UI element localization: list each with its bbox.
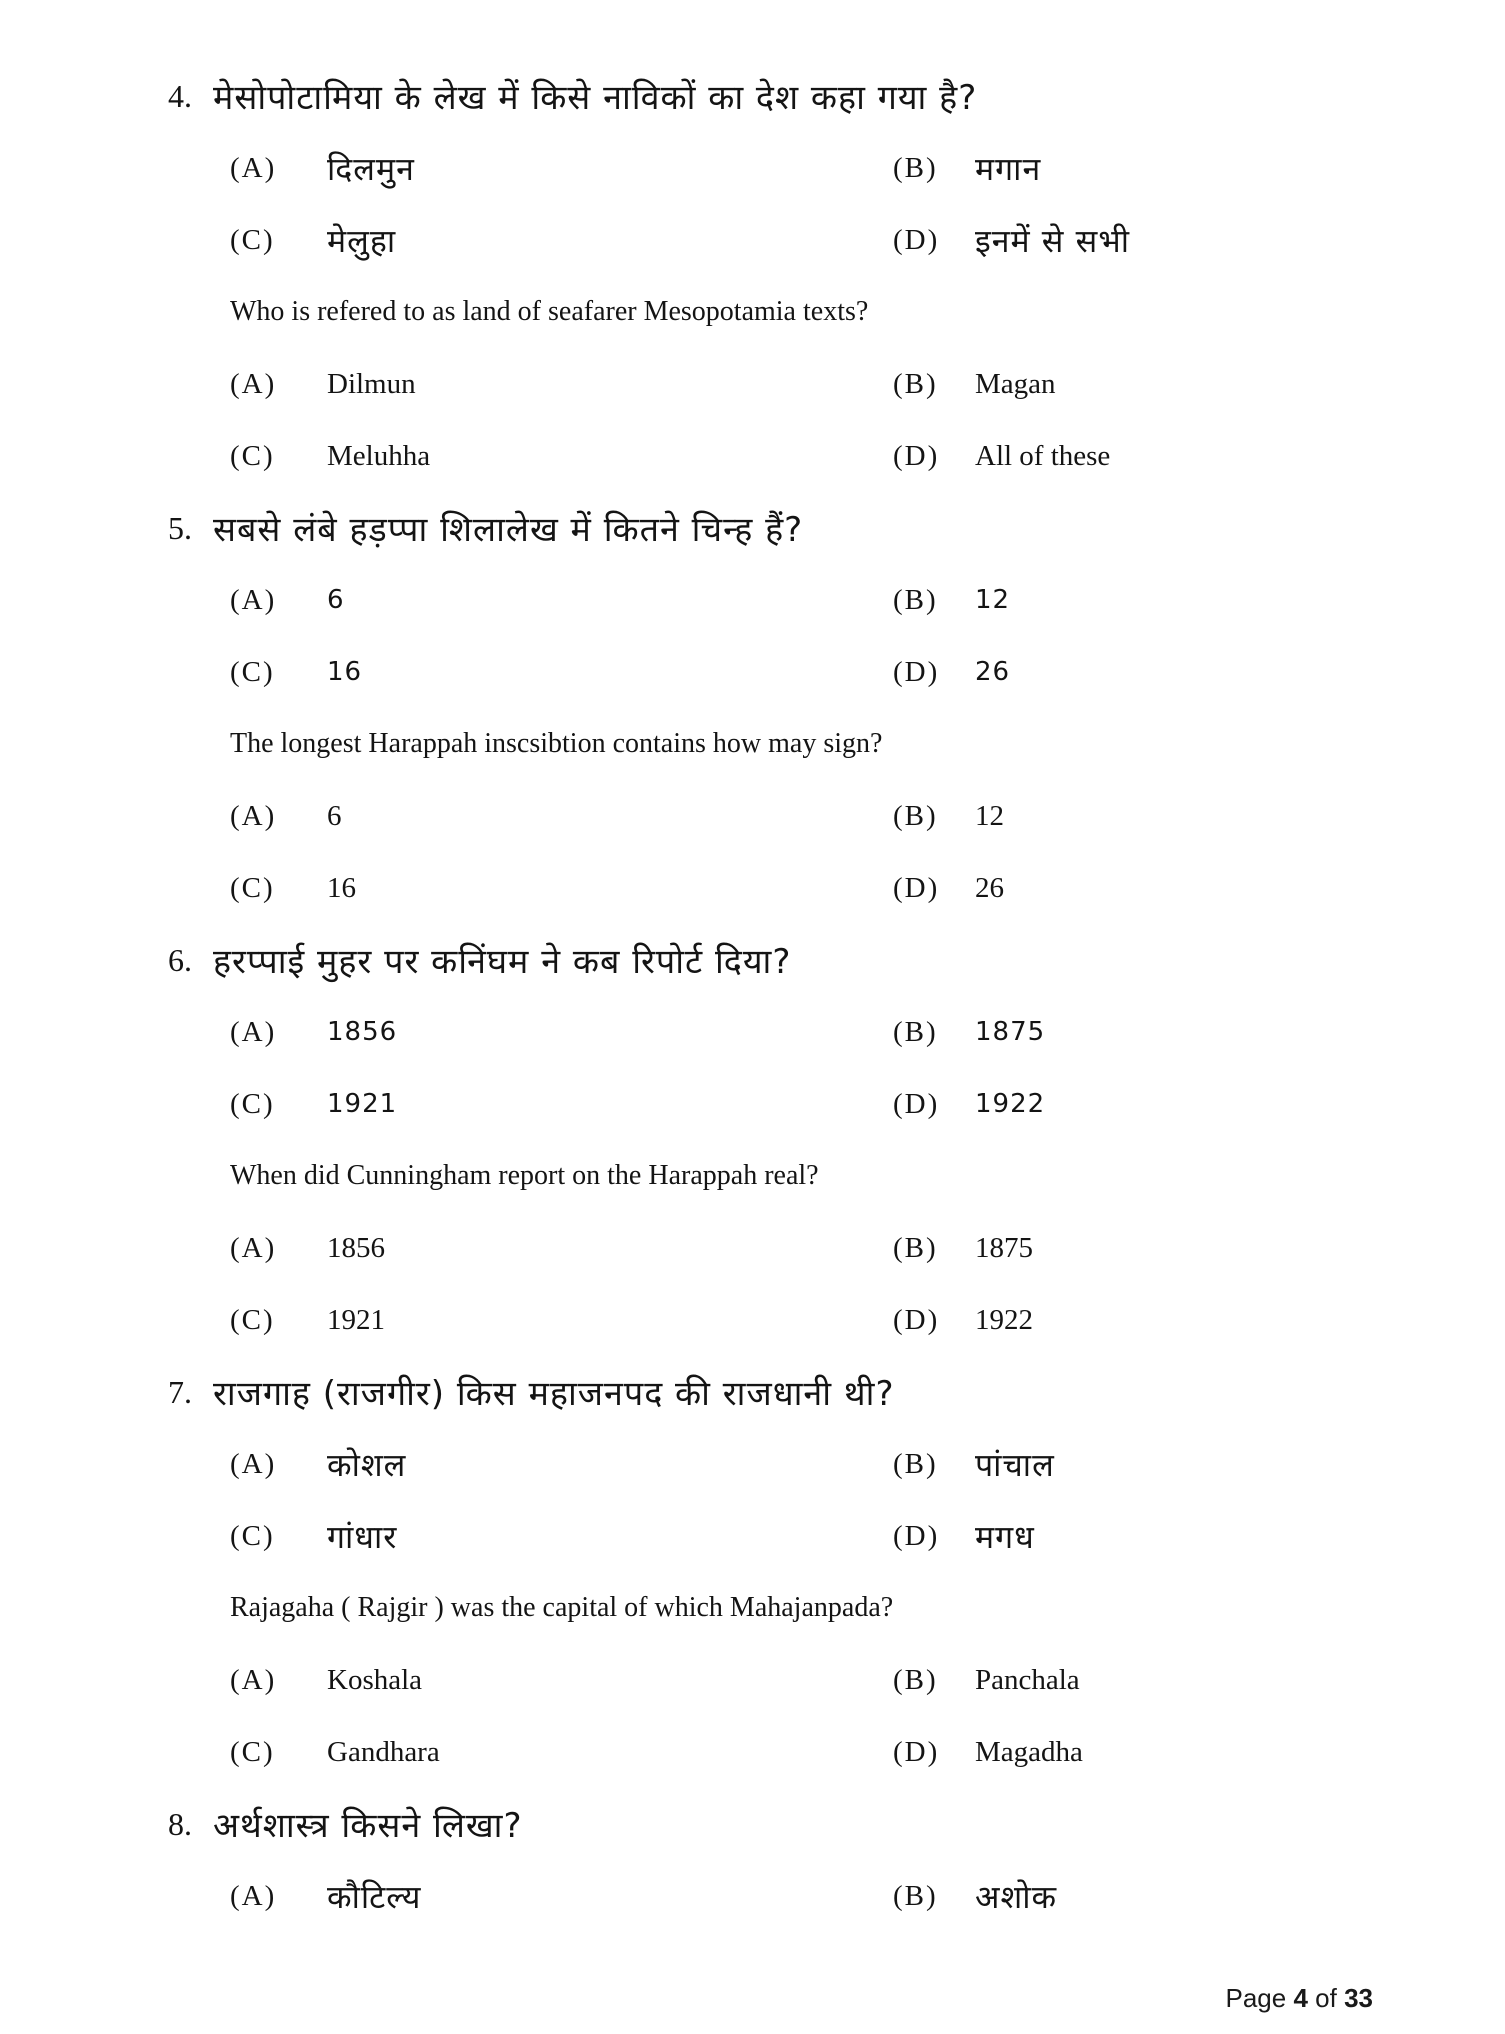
question-line-hindi <box>0 60 1505 132</box>
option-row <box>230 1644 1505 1716</box>
option-label: (A) <box>230 1015 277 1048</box>
option-value: 1856 <box>327 1017 398 1047</box>
footer-total-pages: 33 <box>1344 1983 1373 2013</box>
option-value: 12 <box>975 585 1011 615</box>
option-label: (D) <box>893 1087 940 1120</box>
option-label: (B) <box>893 1015 938 1048</box>
option-label: (B) <box>893 1231 938 1264</box>
option-row <box>230 852 1505 924</box>
option-value: 16 <box>327 871 356 904</box>
question-text-hindi: मेसोपोटामिया के लेख में किसे नाविकों का देश कहा गया है? <box>213 78 978 118</box>
option-row <box>230 1284 1505 1356</box>
option-label: (A) <box>230 799 277 832</box>
option-label: (D) <box>893 223 940 256</box>
option-row <box>230 1716 1505 1788</box>
option-row <box>230 420 1505 492</box>
question-text-english: When did Cunningham report on the Harappah real? <box>230 1160 819 1191</box>
question-line-hindi <box>0 924 1505 996</box>
option-value: 6 <box>327 585 345 615</box>
question-text-hindi: राजगाह (राजगीर) किस महाजनपद की राजधानी थी? <box>213 1374 895 1414</box>
page-footer <box>1225 1983 1373 2014</box>
option-label: (A) <box>230 583 277 616</box>
option-label: (C) <box>230 439 275 472</box>
option-label: (B) <box>893 1663 938 1696</box>
option-value: 16 <box>327 657 363 687</box>
option-label: (A) <box>230 1447 277 1480</box>
option-value: Panchala <box>975 1663 1080 1696</box>
option-value: 1922 <box>975 1303 1033 1336</box>
option-label: (B) <box>893 1447 938 1480</box>
option-value: Magadha <box>975 1735 1083 1768</box>
question-text-hindi: अर्थशास्त्र किसने लिखा? <box>213 1806 523 1846</box>
option-row <box>230 204 1505 276</box>
option-label: (C) <box>230 223 275 256</box>
question-text-english: Who is refered to as land of seafarer Mesopotamia texts? <box>230 296 869 327</box>
option-label: (D) <box>893 871 940 904</box>
question-text-hindi: सबसे लंबे हड़प्पा शिलालेख में कितने चिन्ह हैं? <box>213 510 804 550</box>
option-value: All of these <box>975 439 1111 472</box>
option-row <box>230 564 1505 636</box>
option-label: (D) <box>893 1303 940 1336</box>
footer-of-word: of <box>1315 1983 1337 2013</box>
option-label: (C) <box>230 655 275 688</box>
option-label: (D) <box>893 1735 940 1768</box>
option-value: दिलमुन <box>327 149 415 188</box>
option-value: 6 <box>327 799 342 832</box>
footer-page-word: Page <box>1225 1983 1287 2013</box>
option-value: मगान <box>975 149 1042 188</box>
question-number: 8. <box>168 1805 192 1842</box>
option-label: (A) <box>230 1879 277 1912</box>
option-value: Magan <box>975 367 1056 400</box>
option-label: (D) <box>893 1519 940 1552</box>
option-label: (C) <box>230 871 275 904</box>
option-row <box>230 780 1505 852</box>
option-label: (C) <box>230 1087 275 1120</box>
option-label: (C) <box>230 1519 275 1552</box>
question-number: 5. <box>168 509 192 546</box>
option-value: Meluhha <box>327 439 431 472</box>
option-label: (D) <box>893 655 940 688</box>
question-text-hindi: हरप्पाई मुहर पर कनिंघम ने कब रिपोर्ट दिया? <box>213 942 792 982</box>
option-value: 26 <box>975 871 1004 904</box>
option-row <box>230 348 1505 420</box>
option-value: 12 <box>975 799 1004 832</box>
option-value: 1921 <box>327 1303 385 1336</box>
option-row <box>230 1500 1505 1572</box>
question-number: 7. <box>168 1373 192 1410</box>
option-row <box>230 996 1505 1068</box>
question-text-english: Rajagaha ( Rajgir ) was the capital of which Mahajanpada? <box>230 1592 894 1623</box>
option-value: 1921 <box>327 1089 398 1119</box>
option-value: Koshala <box>327 1663 423 1696</box>
option-row <box>230 636 1505 708</box>
option-value: मगध <box>975 1517 1035 1556</box>
question-paper-page <box>0 60 1505 1932</box>
option-label: (B) <box>893 367 938 400</box>
option-value: मेलुहा <box>327 221 397 260</box>
option-value: 26 <box>975 657 1011 687</box>
option-row <box>230 132 1505 204</box>
question-line-hindi <box>0 1356 1505 1428</box>
option-label: (C) <box>230 1303 275 1336</box>
option-label: (B) <box>893 799 938 832</box>
option-value: 1922 <box>975 1089 1046 1119</box>
option-value: अशोक <box>975 1877 1058 1916</box>
option-label: (A) <box>230 1663 277 1696</box>
option-row <box>230 1212 1505 1284</box>
option-row <box>230 1428 1505 1500</box>
option-value: पांचाल <box>975 1445 1055 1484</box>
question-text-english: The longest Harappah inscsibtion contains how may sign? <box>230 728 883 759</box>
option-label: (C) <box>230 1735 275 1768</box>
option-label: (A) <box>230 1231 277 1264</box>
option-label: (B) <box>893 1879 938 1912</box>
option-value: कौटिल्य <box>327 1877 422 1916</box>
option-value: 1875 <box>975 1017 1046 1047</box>
option-value: कोशल <box>327 1445 407 1484</box>
option-row <box>230 1068 1505 1140</box>
question-number: 4. <box>168 77 192 114</box>
option-value: 1875 <box>975 1231 1033 1264</box>
option-label: (B) <box>893 151 938 184</box>
option-row <box>230 1860 1505 1932</box>
option-label: (A) <box>230 367 277 400</box>
option-label: (A) <box>230 151 277 184</box>
question-number: 6. <box>168 941 192 978</box>
option-label: (B) <box>893 583 938 616</box>
footer-page-number: 4 <box>1293 1983 1308 2013</box>
option-value: Dilmun <box>327 367 416 400</box>
option-value: Gandhara <box>327 1735 440 1768</box>
option-value: इनमें से सभी <box>975 221 1131 260</box>
question-line-hindi <box>0 492 1505 564</box>
option-label: (D) <box>893 439 940 472</box>
option-value: 1856 <box>327 1231 385 1264</box>
option-value: गांधार <box>327 1517 398 1556</box>
question-line-hindi <box>0 1788 1505 1860</box>
